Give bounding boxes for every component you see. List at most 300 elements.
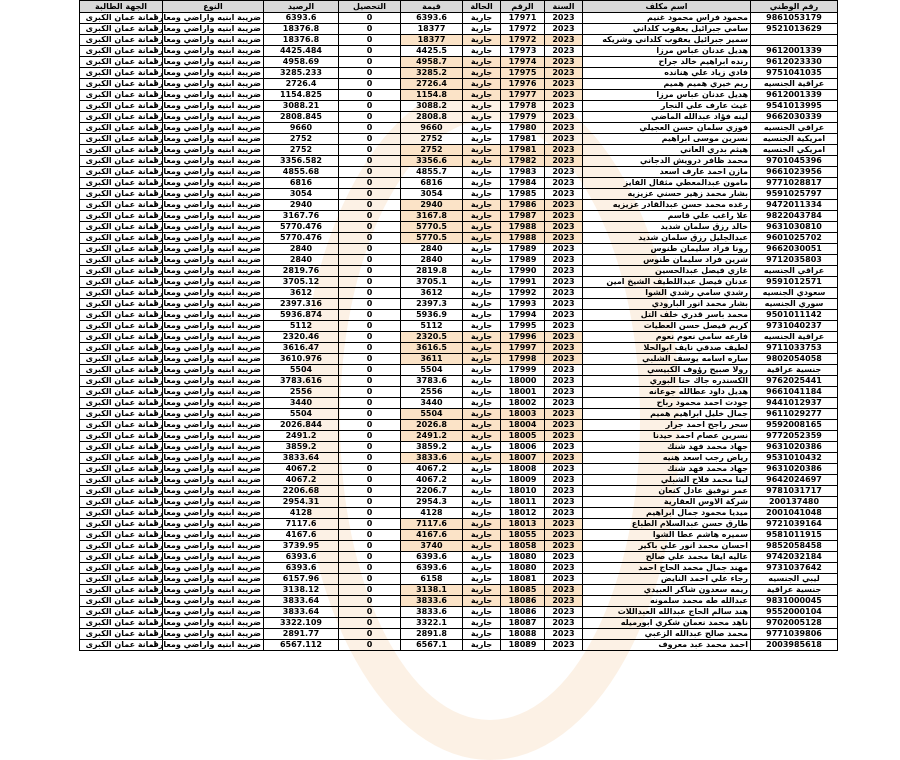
cell-year: 2023 xyxy=(545,288,583,299)
cell-year: 2023 xyxy=(545,13,583,24)
cell-balance: 2320.46 xyxy=(264,332,339,343)
cell-type: ضريبة ابنيه واراضي ومعارف xyxy=(163,574,264,585)
cell-national-id: 9591025797 xyxy=(751,189,838,200)
table-row xyxy=(80,332,838,343)
cell-requesting-party: امانة عمان الكبرى xyxy=(80,453,163,464)
cell-requesting-party: امانة عمان الكبرى xyxy=(80,409,163,420)
cell-type: ضريبة ابنيه واراضي ومعارف xyxy=(163,497,264,508)
cell-value: 6567.1 xyxy=(401,640,463,651)
cell-national-id: 9852058458 xyxy=(751,541,838,552)
cell-national-id: 9642024697 xyxy=(751,475,838,486)
table-row xyxy=(80,178,838,189)
cell-collection: 0 xyxy=(339,167,401,178)
cell-number: 17985 xyxy=(501,189,545,200)
cell-taxpayer-name: محمود فراس محمود غنيم xyxy=(583,13,751,24)
cell-year: 2023 xyxy=(545,167,583,178)
cell-year: 2023 xyxy=(545,475,583,486)
cell-balance: 6393.6 xyxy=(264,13,339,24)
cell-taxpayer-name: ناهد محمد نعمان شكري ابورميله xyxy=(583,618,751,629)
cell-balance: 3739.95 xyxy=(264,541,339,552)
cell-number: 18000 xyxy=(501,376,545,387)
cell-number: 17989 xyxy=(501,255,545,266)
table-row xyxy=(80,156,838,167)
cell-requesting-party: امانة عمان الكبرى xyxy=(80,189,163,200)
cell-national-id: 9762025441 xyxy=(751,376,838,387)
table-row xyxy=(80,530,838,541)
cell-value: 2026.8 xyxy=(401,420,463,431)
cell-taxpayer-name: ميديا محمود جمال ابراهيم xyxy=(583,508,751,519)
cell-value: 3705.1 xyxy=(401,277,463,288)
cell-number: 17988 xyxy=(501,222,545,233)
cell-national-id: امريكية الجنسيه xyxy=(751,134,838,145)
cell-type: ضريبة ابنيه واراضي ومعارف xyxy=(163,486,264,497)
cell-collection: 0 xyxy=(339,13,401,24)
cell-type: ضريبة ابنيه واراضي ومعارف xyxy=(163,13,264,24)
cell-status: جارية xyxy=(463,46,501,57)
cell-value: 4067.2 xyxy=(401,475,463,486)
cell-collection: 0 xyxy=(339,552,401,563)
cell-balance: 3440 xyxy=(264,398,339,409)
cell-type: ضريبة ابنيه واراضي ومعارف xyxy=(163,453,264,464)
cell-type: ضريبة ابنيه واراضي ومعارف xyxy=(163,530,264,541)
cell-collection: 0 xyxy=(339,134,401,145)
cell-year: 2023 xyxy=(545,640,583,651)
table-row xyxy=(80,112,838,123)
cell-national-id: 9612023330 xyxy=(751,57,838,68)
cell-balance: 2026.844 xyxy=(264,420,339,431)
cell-collection: 0 xyxy=(339,343,401,354)
cell-national-id: 9771028817 xyxy=(751,178,838,189)
cell-requesting-party: امانة عمان الكبرى xyxy=(80,431,163,442)
cell-balance: 6157.96 xyxy=(264,574,339,585)
cell-status: جارية xyxy=(463,541,501,552)
table-row xyxy=(80,376,838,387)
cell-number: 17984 xyxy=(501,178,545,189)
cell-year: 2023 xyxy=(545,376,583,387)
cell-year: 2023 xyxy=(545,46,583,57)
cell-number: 17988 xyxy=(501,233,545,244)
cell-value: 5770.5 xyxy=(401,222,463,233)
cell-requesting-party: امانة عمان الكبرى xyxy=(80,343,163,354)
cell-balance: 2840 xyxy=(264,255,339,266)
cell-type: ضريبة ابنيه واراضي ومعارف xyxy=(163,409,264,420)
header-taxpayer-name: اسم مكلف xyxy=(583,1,751,13)
cell-value: 6393.6 xyxy=(401,13,463,24)
cell-year: 2023 xyxy=(545,618,583,629)
cell-year: 2023 xyxy=(545,497,583,508)
cell-value: 2556 xyxy=(401,387,463,398)
cell-number: 18080 xyxy=(501,552,545,563)
cell-taxpayer-name: هديل داود عطالله جوعانه xyxy=(583,387,751,398)
cell-type: ضريبة ابنيه واراضي ومعارف xyxy=(163,299,264,310)
cell-balance: 2940 xyxy=(264,200,339,211)
cell-status: جارية xyxy=(463,24,501,35)
cell-requesting-party: امانة عمان الكبرى xyxy=(80,310,163,321)
cell-national-id: 9592008165 xyxy=(751,420,838,431)
cell-status: جارية xyxy=(463,189,501,200)
cell-year: 2023 xyxy=(545,629,583,640)
cell-requesting-party: امانة عمان الكبرى xyxy=(80,541,163,552)
cell-type: ضريبة ابنيه واراضي ومعارف xyxy=(163,508,264,519)
cell-taxpayer-name: سحر راجح احمد جرار xyxy=(583,420,751,431)
header-value: قيمة xyxy=(401,1,463,13)
cell-collection: 0 xyxy=(339,376,401,387)
cell-value: 2840 xyxy=(401,244,463,255)
cell-type: ضريبة ابنيه واراضي ومعارف xyxy=(163,596,264,607)
table-row xyxy=(80,13,838,24)
cell-balance: 3322.109 xyxy=(264,618,339,629)
table-row xyxy=(80,233,838,244)
cell-collection: 0 xyxy=(339,629,401,640)
cell-value: 3322.1 xyxy=(401,618,463,629)
cell-taxpayer-name: رولا صبيح رؤوف الكبيسي xyxy=(583,365,751,376)
cell-value: 5504 xyxy=(401,365,463,376)
cell-national-id: 9711033753 xyxy=(751,343,838,354)
cell-requesting-party: امانة عمان الكبرى xyxy=(80,475,163,486)
table-row xyxy=(80,365,838,376)
cell-requesting-party: امانة عمان الكبرى xyxy=(80,530,163,541)
cell-collection: 0 xyxy=(339,255,401,266)
cell-type: ضريبة ابنيه واراضي ومعارف xyxy=(163,24,264,35)
cell-balance: 3088.21 xyxy=(264,101,339,112)
cell-taxpayer-name: الكسندره جاك حنا البوري xyxy=(583,376,751,387)
cell-type: ضريبة ابنيه واراضي ومعارف xyxy=(163,255,264,266)
cell-number: 18002 xyxy=(501,398,545,409)
cell-value: 18377 xyxy=(401,35,463,46)
cell-value: 2940 xyxy=(401,200,463,211)
cell-requesting-party: امانة عمان الكبرى xyxy=(80,211,163,222)
cell-requesting-party: امانة عمان الكبرى xyxy=(80,387,163,398)
cell-balance: 3285.233 xyxy=(264,68,339,79)
table-row xyxy=(80,343,838,354)
cell-year: 2023 xyxy=(545,409,583,420)
cell-value: 7117.6 xyxy=(401,519,463,530)
cell-number: 17982 xyxy=(501,156,545,167)
table-row xyxy=(80,79,838,90)
cell-collection: 0 xyxy=(339,409,401,420)
cell-requesting-party: امانة عمان الكبرى xyxy=(80,497,163,508)
cell-national-id: 9771039806 xyxy=(751,629,838,640)
cell-national-id: 9581011915 xyxy=(751,530,838,541)
cell-national-id: 9731040237 xyxy=(751,321,838,332)
cell-taxpayer-name: رشدي سامي رشدي الشوا xyxy=(583,288,751,299)
cell-status: جارية xyxy=(463,475,501,486)
cell-taxpayer-name: محمد باسر قدري خلف التل xyxy=(583,310,751,321)
cell-requesting-party: امانة عمان الكبرى xyxy=(80,244,163,255)
cell-requesting-party: امانة عمان الكبرى xyxy=(80,607,163,618)
cell-requesting-party: امانة عمان الكبرى xyxy=(80,640,163,651)
cell-collection: 0 xyxy=(339,574,401,585)
table-row xyxy=(80,57,838,68)
cell-year: 2023 xyxy=(545,563,583,574)
cell-value: 3167.8 xyxy=(401,211,463,222)
cell-type: ضريبة ابنيه واراضي ومعارف xyxy=(163,233,264,244)
cell-number: 17996 xyxy=(501,332,545,343)
cell-national-id: 9601025702 xyxy=(751,233,838,244)
cell-national-id: 9751041035 xyxy=(751,68,838,79)
cell-collection: 0 xyxy=(339,57,401,68)
cell-collection: 0 xyxy=(339,387,401,398)
cell-status: جارية xyxy=(463,552,501,563)
cell-collection: 0 xyxy=(339,398,401,409)
cell-requesting-party: امانة عمان الكبرى xyxy=(80,167,163,178)
cell-balance: 2726.4 xyxy=(264,79,339,90)
cell-number: 18085 xyxy=(501,585,545,596)
cell-taxpayer-name: سمير جبرائيل يعقوب كلداني وشريكه xyxy=(583,35,751,46)
cell-collection: 0 xyxy=(339,156,401,167)
cell-requesting-party: امانة عمان الكبرى xyxy=(80,574,163,585)
cell-national-id: 9781031717 xyxy=(751,486,838,497)
cell-requesting-party: امانة عمان الكبرى xyxy=(80,585,163,596)
cell-collection: 0 xyxy=(339,211,401,222)
cell-year: 2023 xyxy=(545,24,583,35)
cell-taxpayer-name: ريمه سعدون شاكر العبيدي xyxy=(583,585,751,596)
cell-type: ضريبة ابنيه واراضي ومعارف xyxy=(163,134,264,145)
cell-national-id: 9702005128 xyxy=(751,618,838,629)
cell-status: جارية xyxy=(463,629,501,640)
cell-status: جارية xyxy=(463,13,501,24)
cell-status: جارية xyxy=(463,332,501,343)
cell-year: 2023 xyxy=(545,244,583,255)
cell-year: 2023 xyxy=(545,530,583,541)
cell-type: ضريبة ابنيه واراضي ومعارف xyxy=(163,563,264,574)
cell-type: ضريبة ابنيه واراضي ومعارف xyxy=(163,222,264,233)
cell-national-id: عراقي الجنسيه xyxy=(751,266,838,277)
cell-collection: 0 xyxy=(339,68,401,79)
cell-collection: 0 xyxy=(339,497,401,508)
cell-number: 17978 xyxy=(501,101,545,112)
cell-year: 2023 xyxy=(545,464,583,475)
cell-requesting-party: امانة عمان الكبرى xyxy=(80,200,163,211)
cell-national-id: 9631020386 xyxy=(751,464,838,475)
cell-collection: 0 xyxy=(339,145,401,156)
header-balance: الرصيد xyxy=(264,1,339,13)
cell-balance: 2819.76 xyxy=(264,266,339,277)
cell-status: جارية xyxy=(463,79,501,90)
cell-collection: 0 xyxy=(339,222,401,233)
table-row xyxy=(80,46,838,57)
cell-year: 2023 xyxy=(545,68,583,79)
cell-value: 4958.7 xyxy=(401,57,463,68)
cell-balance: 3783.616 xyxy=(264,376,339,387)
cell-type: ضريبة ابنيه واراضي ومعارف xyxy=(163,332,264,343)
cell-year: 2023 xyxy=(545,585,583,596)
cell-national-id: عراقي الجنسيه xyxy=(751,123,838,134)
cell-balance: 6567.112 xyxy=(264,640,339,651)
cell-value: 2320.5 xyxy=(401,332,463,343)
cell-status: جارية xyxy=(463,607,501,618)
header-status: الحالة xyxy=(463,1,501,13)
cell-number: 17980 xyxy=(501,123,545,134)
cell-taxpayer-name: مازن احمد عارف اسعد xyxy=(583,167,751,178)
cell-year: 2023 xyxy=(545,321,583,332)
cell-balance: 3138.12 xyxy=(264,585,339,596)
cell-value: 5770.5 xyxy=(401,233,463,244)
cell-collection: 0 xyxy=(339,277,401,288)
cell-value: 18377 xyxy=(401,24,463,35)
cell-taxpayer-name: هند سالم الحاج عبدالله العبداللات xyxy=(583,607,751,618)
cell-balance: 4167.6 xyxy=(264,530,339,541)
cell-year: 2023 xyxy=(545,266,583,277)
cell-collection: 0 xyxy=(339,266,401,277)
cell-year: 2023 xyxy=(545,112,583,123)
cell-year: 2023 xyxy=(545,178,583,189)
cell-national-id: عراقية الجنسيه xyxy=(751,332,838,343)
cell-taxpayer-name: ريم خيري هميم هميم xyxy=(583,79,751,90)
cell-taxpayer-name: محمد صالح عبدالله الزعبي xyxy=(583,629,751,640)
cell-requesting-party: امانة عمان الكبرى xyxy=(80,178,163,189)
cell-taxpayer-name: جهاد محمد فهد شنك xyxy=(583,464,751,475)
cell-requesting-party: امانة عمان الكبرى xyxy=(80,552,163,563)
cell-collection: 0 xyxy=(339,541,401,552)
cell-national-id: 9731037642 xyxy=(751,563,838,574)
cell-collection: 0 xyxy=(339,310,401,321)
cell-national-id: 9662030051 xyxy=(751,244,838,255)
cell-type: ضريبة ابنيه واراضي ومعارف xyxy=(163,211,264,222)
cell-type: ضريبة ابنيه واراضي ومعارف xyxy=(163,244,264,255)
cell-number: 17975 xyxy=(501,68,545,79)
cell-number: 17998 xyxy=(501,354,545,365)
cell-taxpayer-name: رونا فراد سليمان طنوس xyxy=(583,244,751,255)
cell-collection: 0 xyxy=(339,288,401,299)
cell-year: 2023 xyxy=(545,541,583,552)
table-row xyxy=(80,123,838,134)
cell-type: ضريبة ابنيه واراضي ومعارف xyxy=(163,365,264,376)
cell-balance: 4958.69 xyxy=(264,57,339,68)
cell-number: 18055 xyxy=(501,530,545,541)
cell-national-id: 2003985618 xyxy=(751,640,838,651)
table-row xyxy=(80,607,838,618)
table-row xyxy=(80,90,838,101)
cell-national-id: 9661023956 xyxy=(751,167,838,178)
cell-value: 3859.2 xyxy=(401,442,463,453)
cell-year: 2023 xyxy=(545,486,583,497)
table-row xyxy=(80,145,838,156)
cell-balance: 4067.2 xyxy=(264,475,339,486)
cell-requesting-party: امانة عمان الكبرى xyxy=(80,68,163,79)
cell-type: ضريبة ابنيه واراضي ومعارف xyxy=(163,475,264,486)
cell-number: 17986 xyxy=(501,200,545,211)
cell-collection: 0 xyxy=(339,530,401,541)
cell-status: جارية xyxy=(463,266,501,277)
cell-type: ضريبة ابنيه واراضي ومعارف xyxy=(163,266,264,277)
cell-value: 3440 xyxy=(401,398,463,409)
cell-status: جارية xyxy=(463,156,501,167)
cell-requesting-party: امانة عمان الكبرى xyxy=(80,145,163,156)
cell-number: 18009 xyxy=(501,475,545,486)
cell-number: 17979 xyxy=(501,112,545,123)
cell-requesting-party: امانة عمان الكبرى xyxy=(80,508,163,519)
cell-balance: 6816 xyxy=(264,178,339,189)
cell-balance: 6393.6 xyxy=(264,563,339,574)
cell-balance: 5112 xyxy=(264,321,339,332)
cell-requesting-party: امانة عمان الكبرى xyxy=(80,464,163,475)
cell-value: 3088.2 xyxy=(401,101,463,112)
cell-balance: 3356.582 xyxy=(264,156,339,167)
cell-type: ضريبة ابنيه واراضي ومعارف xyxy=(163,178,264,189)
table-row xyxy=(80,453,838,464)
cell-value: 2752 xyxy=(401,134,463,145)
cell-taxpayer-name: محمد ظافر درويش الدجاني xyxy=(583,156,751,167)
cell-balance: 3833.64 xyxy=(264,453,339,464)
cell-number: 17973 xyxy=(501,46,545,57)
cell-collection: 0 xyxy=(339,46,401,57)
cell-status: جارية xyxy=(463,585,501,596)
cell-type: ضريبة ابنيه واراضي ومعارف xyxy=(163,398,264,409)
cell-national-id: 9721039164 xyxy=(751,519,838,530)
cell-balance: 3833.64 xyxy=(264,607,339,618)
cell-collection: 0 xyxy=(339,101,401,112)
cell-national-id xyxy=(751,35,838,46)
cell-taxpayer-name: ساره اسامه يوسف الشلبي xyxy=(583,354,751,365)
table-row xyxy=(80,255,838,266)
cell-year: 2023 xyxy=(545,277,583,288)
cell-number: 17995 xyxy=(501,321,545,332)
cell-balance: 2491.2 xyxy=(264,431,339,442)
cell-national-id: 2001041048 xyxy=(751,508,838,519)
cell-collection: 0 xyxy=(339,486,401,497)
cell-balance: 4128 xyxy=(264,508,339,519)
cell-collection: 0 xyxy=(339,321,401,332)
cell-taxpayer-name: عبدالجليل رزق سلمان شديد xyxy=(583,233,751,244)
cell-status: جارية xyxy=(463,167,501,178)
cell-type: ضريبة ابنيه واراضي ومعارف xyxy=(163,431,264,442)
cell-number: 17994 xyxy=(501,310,545,321)
cell-status: جارية xyxy=(463,90,501,101)
table-row xyxy=(80,68,838,79)
cell-balance: 2840 xyxy=(264,244,339,255)
cell-number: 18080 xyxy=(501,563,545,574)
table-row xyxy=(80,497,838,508)
cell-number: 17972 xyxy=(501,35,545,46)
cell-requesting-party: امانة عمان الكبرى xyxy=(80,398,163,409)
cell-status: جارية xyxy=(463,376,501,387)
cell-collection: 0 xyxy=(339,607,401,618)
cell-type: ضريبة ابنيه واراضي ومعارف xyxy=(163,387,264,398)
cell-national-id: 9802054058 xyxy=(751,354,838,365)
cell-year: 2023 xyxy=(545,79,583,90)
cell-number: 17992 xyxy=(501,288,545,299)
cell-status: جارية xyxy=(463,321,501,332)
cell-value: 2752 xyxy=(401,145,463,156)
cell-collection: 0 xyxy=(339,189,401,200)
cell-requesting-party: امانة عمان الكبرى xyxy=(80,79,163,90)
cell-value: 1154.8 xyxy=(401,90,463,101)
cell-requesting-party: امانة عمان الكبرى xyxy=(80,57,163,68)
cell-requesting-party: امانة عمان الكبرى xyxy=(80,629,163,640)
cell-requesting-party: امانة عمان الكبرى xyxy=(80,321,163,332)
table-row xyxy=(80,563,838,574)
cell-requesting-party: امانة عمان الكبرى xyxy=(80,420,163,431)
table-row xyxy=(80,24,838,35)
cell-requesting-party: امانة عمان الكبرى xyxy=(80,233,163,244)
table-row xyxy=(80,167,838,178)
cell-year: 2023 xyxy=(545,574,583,585)
cell-number: 17987 xyxy=(501,211,545,222)
cell-taxpayer-name: نسرين موسى ابراهيم xyxy=(583,134,751,145)
cell-value: 3616.5 xyxy=(401,343,463,354)
cell-balance: 2206.68 xyxy=(264,486,339,497)
cell-national-id: 9662030339 xyxy=(751,112,838,123)
cell-taxpayer-name: شرين فراد سليمان طنوس xyxy=(583,255,751,266)
cell-status: جارية xyxy=(463,343,501,354)
cell-year: 2023 xyxy=(545,310,583,321)
table-body xyxy=(80,13,838,651)
cell-balance: 2752 xyxy=(264,145,339,156)
cell-taxpayer-name: هديل عدنان عباس مرزا xyxy=(583,46,751,57)
cell-year: 2023 xyxy=(545,442,583,453)
cell-status: جارية xyxy=(463,464,501,475)
